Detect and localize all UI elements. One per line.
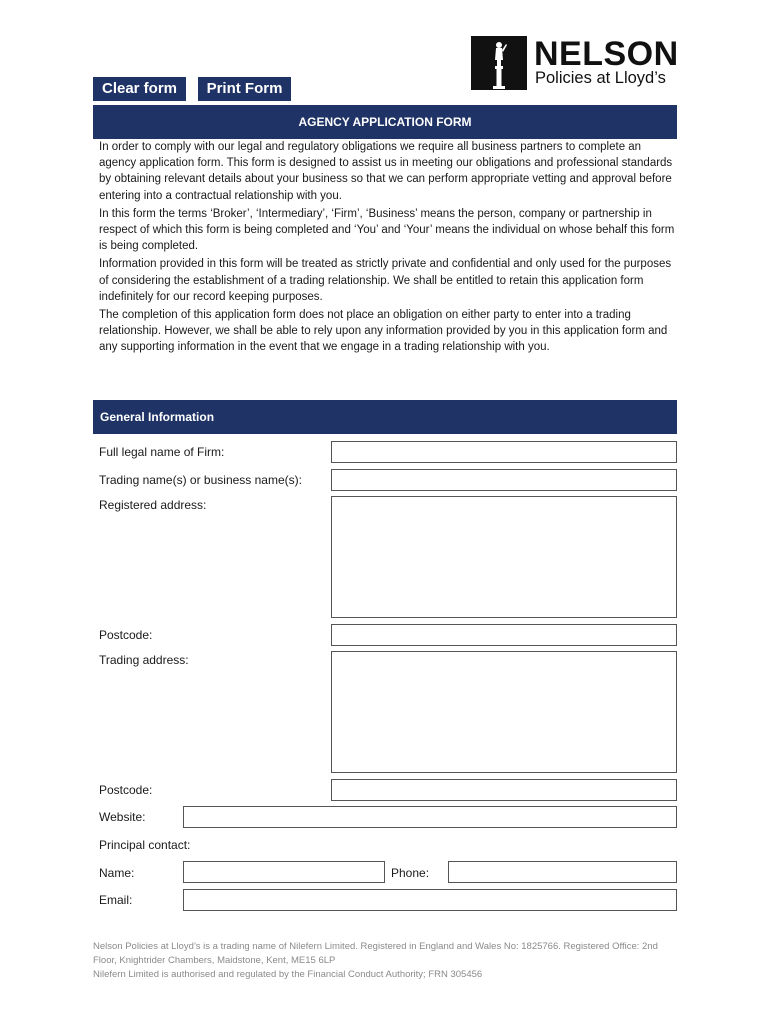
intro-paragraph: In order to comply with our legal and regulatory obligations we require all business partners to complete an agency application form. This form is designed to assist us in meeting our obligations and professional standards by obtaining relevant details about your business so that we can perform appropriate vetting and approval before entering into a contractual relationship with you. xyxy=(99,141,673,202)
logo-subtitle: Policies at Lloyd’s xyxy=(535,69,666,87)
intro-paragraph: In this form the terms ‘Broker’, ‘Intermediary’, ‘Firm’, ‘Business’ means the person, company or partnership in respect of which this form is being completed and ‘You’ and ‘Your’ means the individual on whose behalf this form is being completed. xyxy=(99,207,675,253)
postcode-label: Postcode: xyxy=(99,628,153,642)
registered-address-label: Registered address: xyxy=(99,498,207,512)
trading-postcode-input[interactable] xyxy=(331,779,677,801)
trading-address-input[interactable] xyxy=(331,651,677,773)
intro-text xyxy=(99,139,679,358)
statue-icon xyxy=(471,36,527,90)
trading-address-label: Trading address: xyxy=(99,653,189,667)
email-input[interactable] xyxy=(183,889,677,911)
principal-contact-label: Principal contact: xyxy=(99,838,191,852)
clear-form-button[interactable]: Clear form xyxy=(93,77,186,101)
website-input[interactable] xyxy=(183,806,677,828)
website-label: Website: xyxy=(99,810,146,824)
registered-postcode-input[interactable] xyxy=(331,624,677,646)
intro-paragraph: Information provided in this form will be treated as strictly private and confidential and only used for the purposes of considering the establishment of a trading relationship. We shall be entitled to retain this application form indefinitely for our record keeping purposes. xyxy=(99,258,672,303)
section-heading-general: General Information xyxy=(93,400,677,434)
nelson-logo xyxy=(471,36,679,92)
trading-name-input[interactable] xyxy=(331,469,677,491)
legal-name-input[interactable] xyxy=(331,441,677,463)
legal-name-label: Full legal name of Firm: xyxy=(99,445,225,459)
name-label: Name: xyxy=(99,866,135,880)
footer-registration: Nelson Policies at Lloyd’s is a trading name of Nilefern Limited. Registered in England and Wales No: 1825766. Registered Office: 2nd Floor, Knightrider Chambers, Maidstone, Kent, ME15 6LP xyxy=(93,941,658,966)
postcode-label: Postcode: xyxy=(99,783,153,797)
print-form-button[interactable]: Print Form xyxy=(198,77,291,101)
footer xyxy=(93,940,677,982)
phone-input[interactable] xyxy=(448,861,677,883)
footer-regulation: Nilefern Limited is authorised and regulated by the Financial Conduct Authority; FRN 305456 xyxy=(93,969,483,980)
registered-address-input[interactable] xyxy=(331,496,677,618)
intro-paragraph: The completion of this application form does not place an obligation on either party to enter into a trading relationship. However, we shall be able to rely upon any information provided by you in this application form and any supporting information in the event that we engage in a trading relationship with you. xyxy=(99,309,668,354)
name-input[interactable] xyxy=(183,861,385,883)
trading-name-label: Trading name(s) or business name(s): xyxy=(99,473,302,487)
form-title: AGENCY APPLICATION FORM xyxy=(93,105,677,139)
email-label: Email: xyxy=(99,893,133,907)
phone-label: Phone: xyxy=(391,866,430,880)
logo-title: NELSON xyxy=(534,35,679,73)
